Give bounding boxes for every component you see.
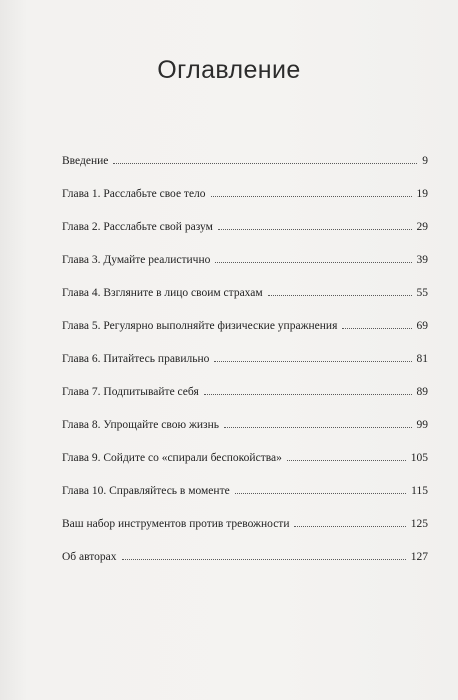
toc-entry	[62, 418, 428, 451]
page-title: Оглавление	[157, 56, 301, 84]
toc-entry	[62, 319, 428, 352]
toc-entry	[62, 286, 428, 319]
toc-entry-title: Глава 9. Сойдите со «спирали беспокойства»	[62, 452, 282, 464]
toc-entry-page-number: 105	[410, 452, 428, 464]
toc-entry-title: Глава 5. Регулярно выполняйте физические упражнения	[62, 320, 338, 332]
toc-entry-title: Глава 8. Упрощайте свою жизнь	[62, 419, 220, 431]
dot-leader	[268, 294, 412, 296]
toc-entry	[62, 154, 428, 187]
dot-leader	[218, 228, 412, 230]
toc-entry-title: Глава 2. Расслабьте свой разум	[62, 221, 213, 233]
toc-entry-title: Об авторах	[62, 551, 117, 563]
toc-entry-page-number: 127	[410, 551, 428, 563]
toc-entry	[62, 550, 428, 583]
toc-entry	[62, 253, 428, 286]
toc-entry	[62, 385, 428, 418]
toc-entry-page-number: 9	[422, 155, 428, 167]
dot-leader	[122, 558, 406, 560]
toc-entry-page-number: 99	[416, 419, 428, 431]
toc-entry	[62, 451, 428, 484]
toc-entry-page-number: 39	[416, 254, 428, 266]
dot-leader	[235, 492, 406, 494]
toc-entry-title: Глава 7. Подпитывайте себя	[62, 386, 199, 398]
toc-entry-page-number: 69	[416, 320, 428, 332]
dot-leader	[113, 162, 417, 164]
toc-entry-page-number: 55	[416, 287, 428, 299]
toc-entry-title: Глава 1. Расслабьте свое тело	[62, 188, 206, 200]
toc-entry	[62, 484, 428, 517]
toc-entry	[62, 517, 428, 550]
toc-entry	[62, 220, 428, 253]
toc-entry-title: Глава 4. Взгляните в лицо своим страхам	[62, 287, 263, 299]
dot-leader	[211, 195, 412, 197]
dot-leader	[214, 360, 411, 362]
dot-leader	[287, 459, 406, 461]
toc-entry-title: Глава 3. Думайте реалистично	[62, 254, 211, 266]
table-of-contents	[62, 154, 428, 583]
dot-leader	[342, 327, 411, 329]
dot-leader	[224, 426, 411, 428]
toc-entry-page-number: 89	[416, 386, 428, 398]
toc-entry-page-number: 81	[416, 353, 428, 365]
toc-entry	[62, 352, 428, 385]
toc-entry-page-number: 29	[416, 221, 428, 233]
toc-entry-page-number: 115	[411, 485, 428, 497]
dot-leader	[215, 261, 411, 263]
toc-entry	[62, 187, 428, 220]
toc-entry-title: Глава 10. Справляйтесь в моменте	[62, 485, 230, 497]
dot-leader	[294, 525, 405, 527]
toc-entry-page-number: 125	[410, 518, 428, 530]
dot-leader	[204, 393, 412, 395]
toc-entry-title: Глава 6. Питайтесь правильно	[62, 353, 210, 365]
toc-entry-title: Введение	[62, 155, 109, 167]
toc-entry-page-number: 19	[416, 188, 428, 200]
toc-entry-title: Ваш набор инструментов против тревожности	[62, 518, 290, 530]
